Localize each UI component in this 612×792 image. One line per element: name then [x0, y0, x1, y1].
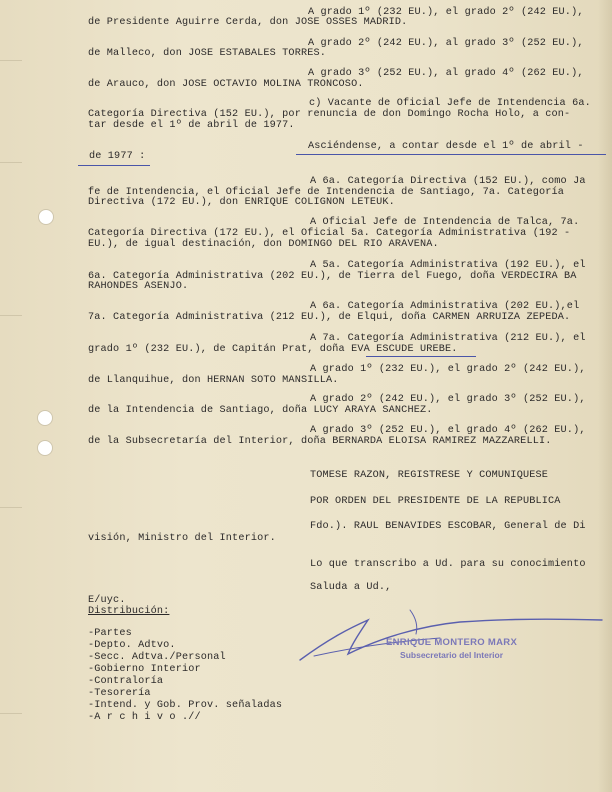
closing-line: TOMESE RAZON, REGISTRESE Y COMUNIQUESE [310, 470, 549, 481]
text-line: 7a. Categoría Administrativa (212 EU.), de Elqui, doña CARMEN ARRUIZA ZEPEDA. [88, 312, 571, 323]
distribution-item: -Secc. Adtva./Personal [88, 652, 226, 663]
stamp-name: ENRIQUE MONTERO MARX [386, 637, 518, 648]
text-line: A 6a. Categoría Administrativa (202 EU.),el [310, 301, 580, 312]
text-line: Categoría Directiva (152 EU.), por renuncia de don Domingo Rocha Holo, a con- [88, 109, 571, 120]
edge-mark [0, 162, 22, 163]
punch-hole-lower [37, 440, 53, 456]
text-line: A grado 1º (232 EU.), el grado 2º (242 EU.), [308, 7, 584, 18]
text-line: A grado 2º (242 EU.), el grado 3º (252 EU.), [310, 394, 586, 405]
text-line: tar desde el 1º de abril de 1977. [88, 120, 295, 131]
closing-line: POR ORDEN DEL PRESIDENTE DE LA REPUBLICA [310, 496, 561, 507]
text-line: de 1977 : [89, 151, 146, 162]
text-line: de Arauco, don JOSE OCTAVIO MOLINA TRONCOSO. [88, 79, 364, 90]
text-line: de Malleco, don JOSE ESTABALES TORRES. [88, 48, 327, 59]
edge-mark [0, 507, 22, 508]
official-stamp [386, 637, 517, 661]
distribution-item: -Partes [88, 628, 132, 639]
closing-line: Lo que transcribo a Ud. para su conocimiento [310, 559, 586, 570]
text-line: A 6a. Categoría Directiva (152 EU.), como Ja [310, 176, 586, 187]
text-line: Directiva (172 EU.), don ENRIQUE COLIGNON LETEUK. [88, 197, 395, 208]
punch-hole-top [38, 209, 54, 225]
distribution-item: -Tesorería [88, 688, 151, 699]
text-line: fe de Intendencia, el Oficial Jefe de Intendencia de Santiago, 7a. Categoría [88, 187, 565, 198]
text-line: A 7a. Categoría Administrativa (212 EU.), el [310, 333, 586, 344]
text-line: RAHONDES ASENJO. [88, 281, 189, 292]
distribution-heading: Distribución: [88, 606, 170, 617]
text-line: de la Subsecretaría del Interior, doña BERNARDA ELOISA RAMIREZ MAZZARELLI. [88, 436, 552, 447]
signatory-line: Fdo.). RAUL BENAVIDES ESCOBAR, General de Di [310, 521, 586, 532]
edge-mark [0, 60, 22, 61]
text-line: A 5a. Categoría Administrativa (192 EU.), el [310, 260, 586, 271]
text-line: A grado 3º (252 EU.), al grado 4º (262 EU.), [308, 68, 584, 79]
closing-line: Saluda a Ud., [310, 582, 392, 593]
edge-mark [0, 315, 22, 316]
page-edge-shadow [598, 0, 612, 792]
distribution-item: -A r c h i v o .// [88, 712, 201, 723]
distribution-item: -Intend. y Gob. Prov. señaladas [88, 700, 283, 711]
text-line: EU.), de igual destinación, don DOMINGO DEL RIO ARAVENA. [88, 239, 439, 250]
edge-mark [0, 713, 22, 714]
text-line: Categoría Directiva (172 EU.), el Oficial 5a. Categoría Administrativa (192 - [88, 228, 571, 239]
handwritten-underline [296, 154, 606, 155]
signatory-line: visión, Ministro del Interior. [88, 533, 276, 544]
text-line: de la Intendencia de Santiago, doña LUCY ARAYA SANCHEZ. [88, 405, 433, 416]
text-line: de Presidente Aguirre Cerda, don JOSE OSSES MADRID. [88, 17, 408, 28]
text-line: Asciéndense, a contar desde el 1º de abril - [308, 141, 584, 152]
text-line: c) Vacante de Oficial Jefe de Intendencia 6a. [309, 98, 591, 109]
text-line: grado 1º (232 EU.), de Capitán Prat, doña EVA ESCUDE UREBE. [88, 344, 458, 355]
text-line: 6a. Categoría Administrativa (202 EU.), de Tierra del Fuego, doña VERDECIRA BA [88, 271, 577, 282]
punch-hole-middle [37, 410, 53, 426]
initials: E/uyc. [88, 595, 126, 606]
text-line: A grado 3º (252 EU.), el grado 4º (262 EU.), [310, 425, 586, 436]
text-line: de Llanquihue, don HERNAN SOTO MANSILLA. [88, 375, 339, 386]
text-line: A grado 1º (232 EU.), el grado 2º (242 EU.), [310, 364, 586, 375]
handwritten-underline [78, 165, 150, 166]
distribution-item: -Depto. Adtvo. [88, 640, 176, 651]
handwritten-underline [366, 356, 476, 357]
text-line: A Oficial Jefe de Intendencia de Talca, 7a. [310, 217, 580, 228]
stamp-office: Subsecretario del Interior [400, 650, 504, 660]
distribution-item: -Gobierno Interior [88, 664, 201, 675]
text-line: A grado 2º (242 EU.), al grado 3º (252 EU.), [308, 38, 584, 49]
distribution-item: -Contraloría [88, 676, 164, 687]
